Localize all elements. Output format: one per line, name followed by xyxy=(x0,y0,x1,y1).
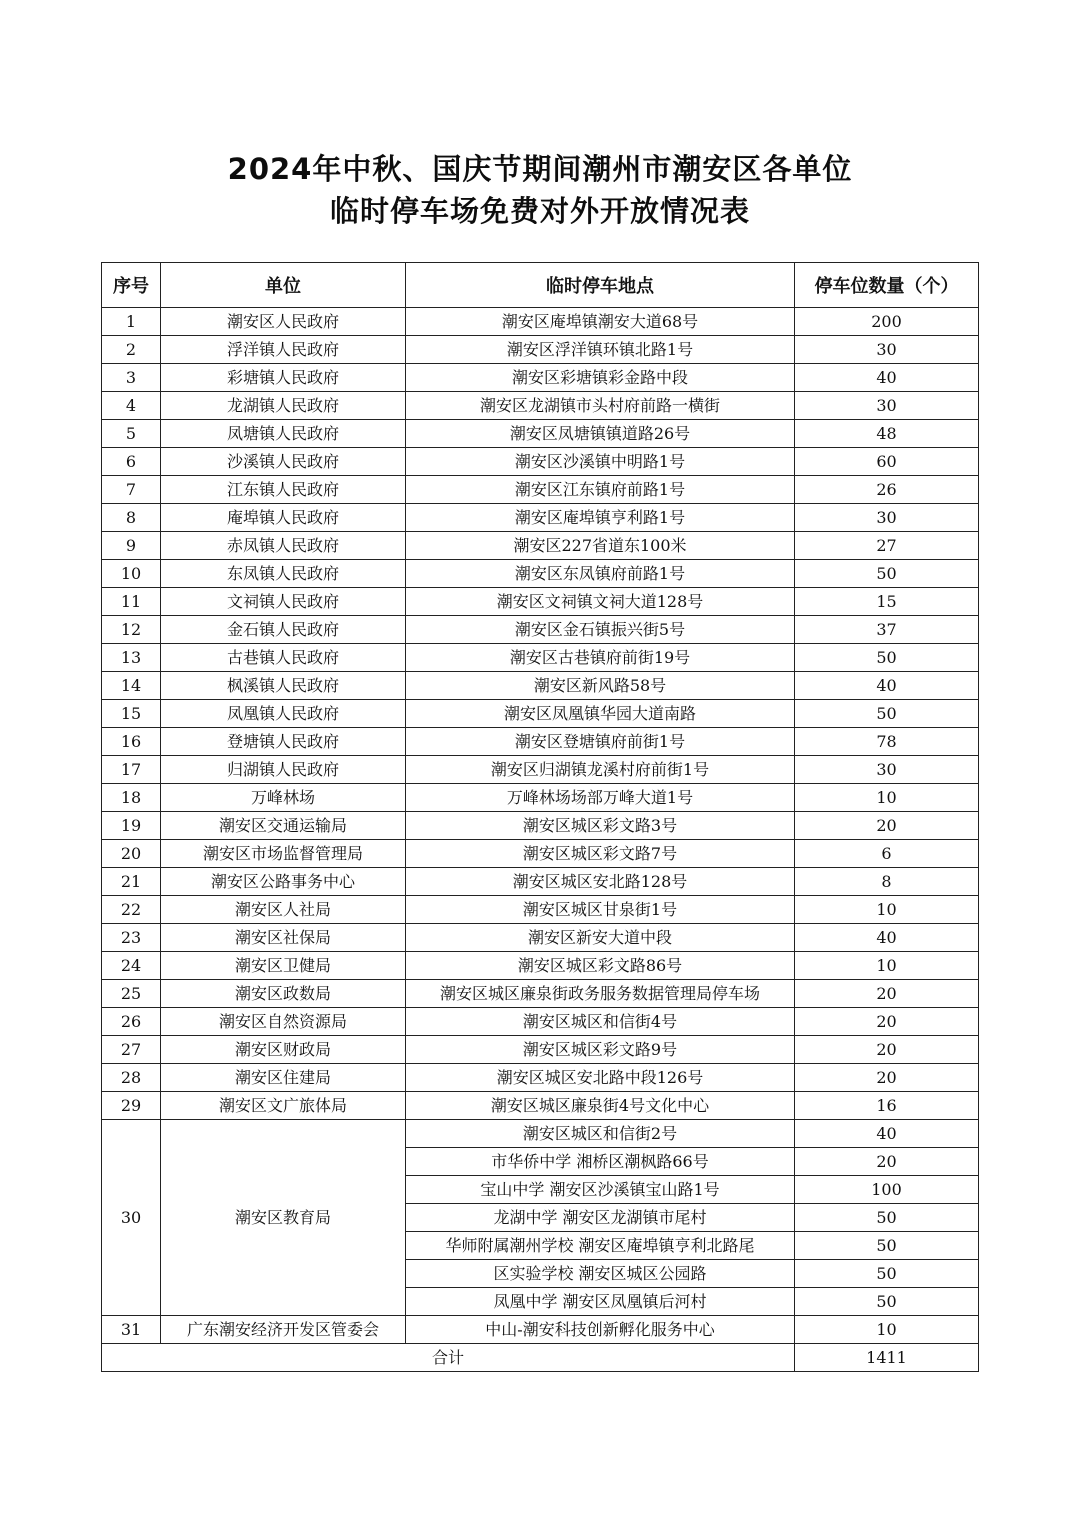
cell-count: 50 xyxy=(795,1288,979,1316)
table-row xyxy=(102,588,979,616)
cell-count: 60 xyxy=(795,448,979,476)
total-count: 1411 xyxy=(795,1344,979,1372)
table-row xyxy=(102,644,979,672)
cell-seq: 5 xyxy=(102,420,161,448)
cell-location: 潮安区城区和信街2号 xyxy=(406,1120,795,1148)
table-row xyxy=(102,1064,979,1092)
cell-unit: 广东潮安经济开发区管委会 xyxy=(161,1316,406,1344)
cell-seq: 9 xyxy=(102,532,161,560)
cell-location: 潮安区城区甘泉街1号 xyxy=(406,896,795,924)
cell-location: 潮安区古巷镇府前街19号 xyxy=(406,644,795,672)
table-row xyxy=(102,700,979,728)
cell-count: 50 xyxy=(795,560,979,588)
cell-location: 万峰林场场部万峰大道1号 xyxy=(406,784,795,812)
cell-unit: 龙湖镇人民政府 xyxy=(161,392,406,420)
cell-count: 30 xyxy=(795,336,979,364)
table-row xyxy=(102,1008,979,1036)
cell-location: 潮安区金石镇振兴街5号 xyxy=(406,616,795,644)
cell-unit: 庵埠镇人民政府 xyxy=(161,504,406,532)
cell-seq: 18 xyxy=(102,784,161,812)
cell-seq: 4 xyxy=(102,392,161,420)
table-row xyxy=(102,364,979,392)
cell-unit: 登塘镇人民政府 xyxy=(161,728,406,756)
cell-location: 潮安区江东镇府前路1号 xyxy=(406,476,795,504)
cell-location: 潮安区庵埠镇亨利路1号 xyxy=(406,504,795,532)
cell-location: 潮安区城区和信街4号 xyxy=(406,1008,795,1036)
cell-location: 潮安区登塘镇府前街1号 xyxy=(406,728,795,756)
cell-location: 潮安区227省道东100米 xyxy=(406,532,795,560)
cell-seq: 13 xyxy=(102,644,161,672)
cell-count: 50 xyxy=(795,1204,979,1232)
cell-seq: 27 xyxy=(102,1036,161,1064)
cell-location: 潮安区城区安北路中段126号 xyxy=(406,1064,795,1092)
cell-seq: 19 xyxy=(102,812,161,840)
table-row xyxy=(102,420,979,448)
cell-location: 潮安区沙溪镇中明路1号 xyxy=(406,448,795,476)
cell-location: 潮安区新风路58号 xyxy=(406,672,795,700)
table-row xyxy=(102,476,979,504)
cell-seq: 31 xyxy=(102,1316,161,1344)
title-line-1: 2024年中秋、国庆节期间潮州市潮安区各单位 xyxy=(227,152,853,186)
cell-location: 潮安区城区彩文路86号 xyxy=(406,952,795,980)
table-row xyxy=(102,1092,979,1120)
cell-seq: 3 xyxy=(102,364,161,392)
cell-location: 潮安区城区安北路128号 xyxy=(406,868,795,896)
cell-count: 40 xyxy=(795,924,979,952)
cell-count: 78 xyxy=(795,728,979,756)
table-row xyxy=(102,868,979,896)
cell-location: 潮安区城区彩文路9号 xyxy=(406,1036,795,1064)
cell-count: 10 xyxy=(795,896,979,924)
cell-unit: 赤凤镇人民政府 xyxy=(161,532,406,560)
cell-count: 100 xyxy=(795,1176,979,1204)
cell-unit: 江东镇人民政府 xyxy=(161,476,406,504)
cell-count: 40 xyxy=(795,364,979,392)
cell-count: 20 xyxy=(795,1036,979,1064)
cell-location: 宝山中学 潮安区沙溪镇宝山路1号 xyxy=(406,1176,795,1204)
cell-count: 15 xyxy=(795,588,979,616)
cell-location: 潮安区城区廉泉街政务服务数据管理局停车场 xyxy=(406,980,795,1008)
table-row xyxy=(102,532,979,560)
table-row xyxy=(102,448,979,476)
cell-location: 潮安区龙湖镇市头村府前路一横街 xyxy=(406,392,795,420)
table-row xyxy=(102,896,979,924)
cell-seq: 15 xyxy=(102,700,161,728)
title-line-2: 临时停车场免费对外开放情况表 xyxy=(329,194,750,228)
cell-count: 8 xyxy=(795,868,979,896)
cell-unit: 潮安区住建局 xyxy=(161,1064,406,1092)
cell-seq: 25 xyxy=(102,980,161,1008)
table-row xyxy=(102,728,979,756)
table-row xyxy=(102,1036,979,1064)
parking-table xyxy=(101,262,979,1372)
cell-count: 200 xyxy=(795,308,979,336)
cell-count: 16 xyxy=(795,1092,979,1120)
cell-unit: 万峰林场 xyxy=(161,784,406,812)
cell-count: 20 xyxy=(795,1148,979,1176)
cell-count: 10 xyxy=(795,784,979,812)
cell-location: 潮安区城区彩文路7号 xyxy=(406,840,795,868)
table-row xyxy=(102,504,979,532)
cell-seq: 11 xyxy=(102,588,161,616)
table-header-row xyxy=(102,263,979,308)
cell-unit: 潮安区公路事务中心 xyxy=(161,868,406,896)
cell-seq: 1 xyxy=(102,308,161,336)
cell-location: 龙湖中学 潮安区龙湖镇市尾村 xyxy=(406,1204,795,1232)
cell-unit: 潮安区财政局 xyxy=(161,1036,406,1064)
cell-location: 凤凰中学 潮安区凤凰镇后河村 xyxy=(406,1288,795,1316)
cell-unit: 潮安区人社局 xyxy=(161,896,406,924)
table-row xyxy=(102,784,979,812)
table-row xyxy=(102,812,979,840)
cell-location: 潮安区归湖镇龙溪村府前街1号 xyxy=(406,756,795,784)
cell-count: 20 xyxy=(795,980,979,1008)
cell-count: 40 xyxy=(795,1120,979,1148)
cell-location: 潮安区新安大道中段 xyxy=(406,924,795,952)
cell-count: 30 xyxy=(795,392,979,420)
table-row xyxy=(102,840,979,868)
cell-count: 20 xyxy=(795,812,979,840)
cell-location: 潮安区凤凰镇华园大道南路 xyxy=(406,700,795,728)
cell-seq: 2 xyxy=(102,336,161,364)
cell-unit: 潮安区自然资源局 xyxy=(161,1008,406,1036)
total-label: 合计 xyxy=(102,1344,795,1372)
header-unit: 单位 xyxy=(161,263,406,308)
table-row xyxy=(102,1120,979,1148)
cell-unit: 金石镇人民政府 xyxy=(161,616,406,644)
cell-seq: 17 xyxy=(102,756,161,784)
cell-unit: 潮安区交通运输局 xyxy=(161,812,406,840)
cell-seq: 10 xyxy=(102,560,161,588)
cell-seq: 30 xyxy=(102,1120,161,1316)
cell-count: 50 xyxy=(795,700,979,728)
cell-count: 48 xyxy=(795,420,979,448)
cell-location: 潮安区凤塘镇镇道路26号 xyxy=(406,420,795,448)
cell-unit: 潮安区教育局 xyxy=(161,1120,406,1316)
cell-count: 30 xyxy=(795,756,979,784)
cell-unit: 潮安区社保局 xyxy=(161,924,406,952)
cell-count: 20 xyxy=(795,1064,979,1092)
table-row xyxy=(102,980,979,1008)
table-row xyxy=(102,672,979,700)
table-row xyxy=(102,952,979,980)
cell-unit: 潮安区人民政府 xyxy=(161,308,406,336)
cell-location: 潮安区浮洋镇环镇北路1号 xyxy=(406,336,795,364)
cell-unit: 浮洋镇人民政府 xyxy=(161,336,406,364)
cell-location: 市华侨中学 湘桥区潮枫路66号 xyxy=(406,1148,795,1176)
cell-seq: 12 xyxy=(102,616,161,644)
cell-count: 50 xyxy=(795,1232,979,1260)
table-row xyxy=(102,560,979,588)
cell-seq: 7 xyxy=(102,476,161,504)
cell-unit: 凤凰镇人民政府 xyxy=(161,700,406,728)
header-seq: 序号 xyxy=(102,263,161,308)
cell-seq: 6 xyxy=(102,448,161,476)
cell-location: 潮安区彩塘镇彩金路中段 xyxy=(406,364,795,392)
cell-unit: 潮安区政数局 xyxy=(161,980,406,1008)
cell-unit: 彩塘镇人民政府 xyxy=(161,364,406,392)
cell-count: 27 xyxy=(795,532,979,560)
table-row xyxy=(102,1316,979,1344)
cell-location: 潮安区庵埠镇潮安大道68号 xyxy=(406,308,795,336)
cell-unit: 凤塘镇人民政府 xyxy=(161,420,406,448)
cell-unit: 文祠镇人民政府 xyxy=(161,588,406,616)
table-body xyxy=(102,308,979,1372)
cell-count: 50 xyxy=(795,644,979,672)
cell-seq: 14 xyxy=(102,672,161,700)
cell-count: 40 xyxy=(795,672,979,700)
cell-seq: 16 xyxy=(102,728,161,756)
cell-count: 37 xyxy=(795,616,979,644)
cell-seq: 21 xyxy=(102,868,161,896)
table-row xyxy=(102,336,979,364)
cell-unit: 沙溪镇人民政府 xyxy=(161,448,406,476)
cell-unit: 东凤镇人民政府 xyxy=(161,560,406,588)
cell-location: 潮安区城区彩文路3号 xyxy=(406,812,795,840)
cell-seq: 20 xyxy=(102,840,161,868)
cell-seq: 29 xyxy=(102,1092,161,1120)
cell-count: 10 xyxy=(795,1316,979,1344)
cell-unit: 潮安区卫健局 xyxy=(161,952,406,980)
cell-location: 区实验学校 潮安区城区公园路 xyxy=(406,1260,795,1288)
cell-count: 20 xyxy=(795,1008,979,1036)
cell-seq: 23 xyxy=(102,924,161,952)
cell-seq: 8 xyxy=(102,504,161,532)
cell-seq: 28 xyxy=(102,1064,161,1092)
table-row xyxy=(102,924,979,952)
cell-location: 中山-潮安科技创新孵化服务中心 xyxy=(406,1316,795,1344)
cell-location: 华师附属潮州学校 潮安区庵埠镇亨利北路尾 xyxy=(406,1232,795,1260)
cell-count: 6 xyxy=(795,840,979,868)
cell-count: 26 xyxy=(795,476,979,504)
cell-seq: 24 xyxy=(102,952,161,980)
cell-unit: 归湖镇人民政府 xyxy=(161,756,406,784)
total-row xyxy=(102,1344,979,1372)
cell-location: 潮安区东凤镇府前路1号 xyxy=(406,560,795,588)
header-count: 停车位数量（个） xyxy=(795,263,979,308)
cell-unit: 古巷镇人民政府 xyxy=(161,644,406,672)
cell-unit: 枫溪镇人民政府 xyxy=(161,672,406,700)
table-row xyxy=(102,308,979,336)
cell-count: 50 xyxy=(795,1260,979,1288)
cell-count: 10 xyxy=(795,952,979,980)
header-location: 临时停车地点 xyxy=(406,263,795,308)
cell-unit: 潮安区市场监督管理局 xyxy=(161,840,406,868)
table-row xyxy=(102,392,979,420)
table-row xyxy=(102,756,979,784)
table-row xyxy=(102,616,979,644)
cell-location: 潮安区文祠镇文祠大道128号 xyxy=(406,588,795,616)
cell-unit: 潮安区文广旅体局 xyxy=(161,1092,406,1120)
cell-count: 30 xyxy=(795,504,979,532)
cell-location: 潮安区城区廉泉街4号文化中心 xyxy=(406,1092,795,1120)
cell-seq: 26 xyxy=(102,1008,161,1036)
cell-seq: 22 xyxy=(102,896,161,924)
